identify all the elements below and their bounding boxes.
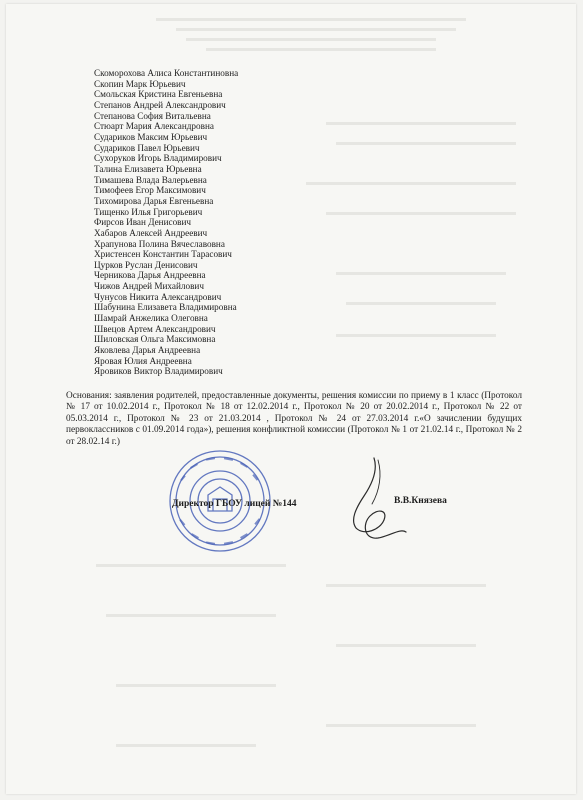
student-name: Цурков Руслан Денисович: [94, 259, 198, 270]
student-name: Смольская Кристина Евгеньевна: [94, 89, 223, 100]
student-name: Тищенко Илья Григорьевич: [94, 206, 203, 217]
student-name: Тимофеев Егор Максимович: [94, 185, 206, 196]
student-name: Судариков Павел Юрьевич: [94, 142, 200, 153]
basis-paragraph: Основания: заявления родителей, предоставленные документы, решения комиссии по приему в 1 класс (Протокол № 17 от 10.02.2014 г., Протокол № 18 от 12.02.2014 г., Протокол № 20 от 20.02.2014 г., Протокол № 22 от 05.03.2014 г., Протокол № 23 от 21.03.2014 , Протокол № 24 от 27.03.2014 г.«О зачислении будущих первоклассников с 01.09.2014 года»), решения конфликтной комиссии (Протокол № 1 от 21.02.14 г., Протокол № 2 от 28.02.14 г.): [66, 391, 522, 447]
student-name: Степанова София Витальевна: [94, 110, 211, 121]
student-name: Храпунова Полина Вячеславовна: [94, 238, 225, 249]
student-name: Хабаров Алексей Андреевич: [94, 227, 208, 238]
student-name: Шабунина Елизавета Владимировна: [94, 302, 237, 313]
director-name: В.В.Князева: [394, 496, 447, 506]
student-name: Яровиков Виктор Владимирович: [94, 366, 223, 377]
student-name: Тимашева Влада Валерьевна: [94, 174, 207, 185]
student-name: Степанов Андрей Александрович: [94, 99, 226, 110]
student-name: Швецов Артем Александрович: [94, 323, 216, 334]
student-name: Скоморохова Алиса Константиновна: [94, 68, 239, 78]
student-name: Шиловская Ольга Максимовна: [94, 334, 216, 345]
student-name: Талина Елизавета Юрьевна: [94, 163, 202, 174]
director-title: Директор ГБОУ лицей №144: [172, 499, 297, 509]
student-name: Стюарт Мария Александровна: [94, 121, 214, 132]
student-name: Яровая Юлия Андреевна: [94, 355, 192, 366]
student-name: Сухоруков Игорь Владимирович: [94, 153, 222, 164]
student-name: Скопин Марк Юрьевич: [94, 78, 186, 89]
student-name: Чижов Андрей Михайлович: [94, 281, 204, 292]
student-name: Чунусов Никита Александрович: [94, 291, 222, 302]
student-name: Судариков Максим Юрьевич: [94, 131, 208, 142]
student-name: Тихомирова Дарья Евгеньевна: [94, 195, 214, 206]
student-name: Яковлева Дарья Андреевна: [94, 345, 201, 356]
student-list: [94, 68, 394, 377]
student-name: Шамрай Анжелика Олеговна: [94, 313, 208, 324]
student-name: Христенсен Константин Тарасович: [94, 249, 232, 260]
student-name: Черникова Дарья Андреевна: [94, 270, 206, 281]
student-name: Фирсов Иван Денисович: [94, 217, 192, 228]
